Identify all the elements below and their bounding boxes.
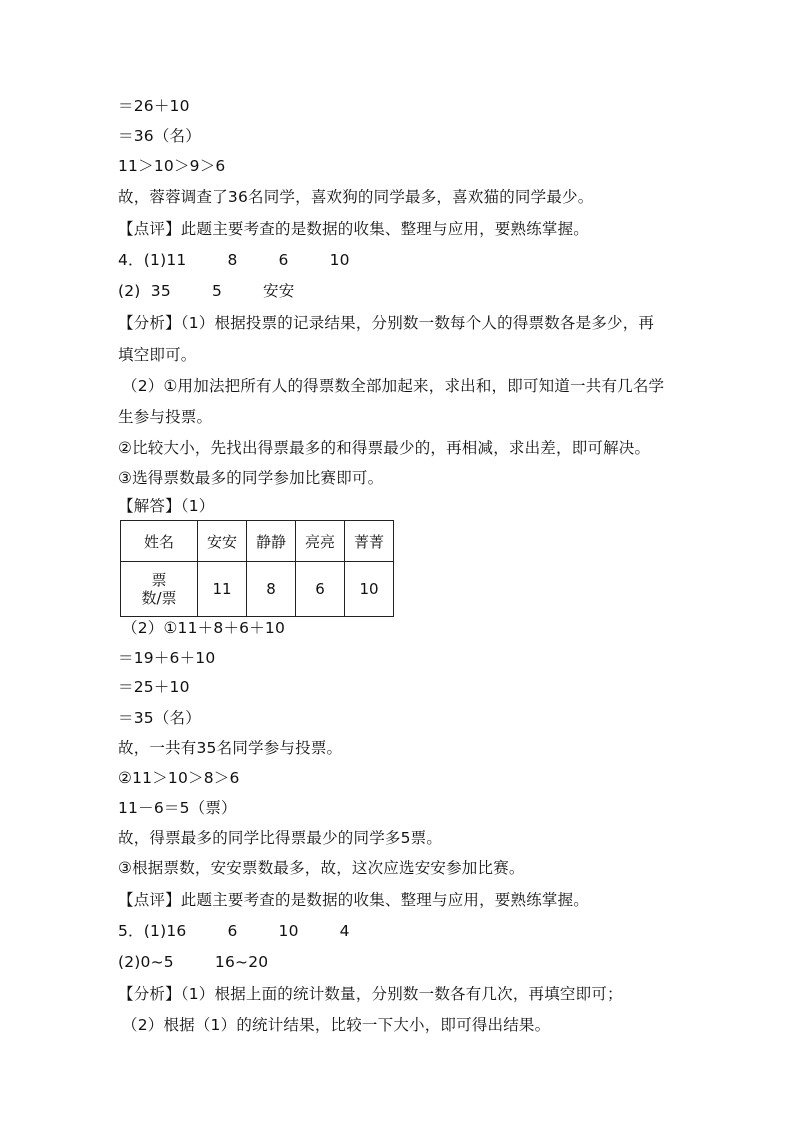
- text-line: 故，得票最多的同学比得票最少的同学多5票。: [118, 829, 443, 847]
- analysis-line: ③选得票数最多的同学参加比赛即可。: [118, 469, 384, 487]
- table-cell: 8: [247, 562, 296, 617]
- text-line: ②11＞10＞8＞6: [118, 769, 240, 787]
- analysis-line: （2）①用加法把所有人的得票数全部加起来，求出和，即可知道一共有几名学: [122, 377, 665, 395]
- text-line: 11＞10＞9＞6: [118, 157, 226, 175]
- table-row-label: [121, 562, 198, 617]
- row-label-line-1: 票: [151, 571, 167, 589]
- row-label-line-2: 数/票: [141, 589, 177, 607]
- comment-line: 【点评】此题主要考查的是数据的收集、整理与应用，要熟练掌握。: [118, 891, 590, 909]
- table-header-cell: 亮亮: [296, 521, 345, 562]
- text-line: ＝19＋6＋10: [118, 649, 216, 667]
- text-line: 故，一共有35名同学参与投票。: [118, 739, 343, 757]
- text-line: ＝36（名）: [118, 127, 201, 145]
- solution-heading: 【解答】（1）: [118, 497, 215, 515]
- text-line: ＝25＋10: [118, 678, 190, 696]
- answer-line: (2)0~5 16~20: [118, 953, 269, 971]
- table-header-cell: 姓名: [121, 521, 198, 562]
- table-header-cell: 安安: [198, 521, 247, 562]
- answer-line: (2) 35 5 安安: [118, 282, 295, 300]
- votes-table: [120, 520, 394, 617]
- comment-line: 【点评】此题主要考查的是数据的收集、整理与应用，要熟练掌握。: [118, 220, 590, 238]
- analysis-line: 生参与投票。: [118, 408, 213, 426]
- table-header-cell: 静静: [247, 521, 296, 562]
- analysis-line: 【分析】（1）根据上面的统计数量，分别数一数各有几次，再填空即可；: [118, 985, 623, 1003]
- analysis-line: 【分析】（1）根据投票的记录结果，分别数一数每个人的得票数各是多少，再: [118, 314, 655, 332]
- text-line: ＝26＋10: [118, 97, 190, 115]
- table-cell: 10: [345, 562, 394, 617]
- text-line: ③根据票数，安安票数最多，故，这次应选安安参加比赛。: [118, 859, 525, 877]
- analysis-line: （2）根据（1）的统计结果，比较一下大小，即可得出结果。: [122, 1016, 551, 1034]
- answer-line: 4．(1)11 8 6 10: [118, 251, 350, 269]
- table-row: [121, 521, 394, 562]
- analysis-line: ②比较大小，先找出得票最多的和得票最少的，再相减，求出差，即可解决。: [118, 439, 651, 457]
- answer-line: 5．(1)16 6 10 4: [118, 922, 350, 940]
- table-header-cell: 菁菁: [345, 521, 394, 562]
- table-cell: 6: [296, 562, 345, 617]
- text-line: 11－6＝5（票）: [118, 799, 237, 817]
- table-row: [121, 562, 394, 617]
- table-cell: 11: [198, 562, 247, 617]
- analysis-line: 填空即可。: [118, 346, 197, 364]
- text-line: 故，蓉蓉调查了36名同学，喜欢狗的同学最多，喜欢猫的同学最少。: [118, 188, 594, 206]
- text-line: （2）①11＋8＋6＋10: [122, 619, 286, 637]
- text-line: ＝35（名）: [118, 709, 201, 727]
